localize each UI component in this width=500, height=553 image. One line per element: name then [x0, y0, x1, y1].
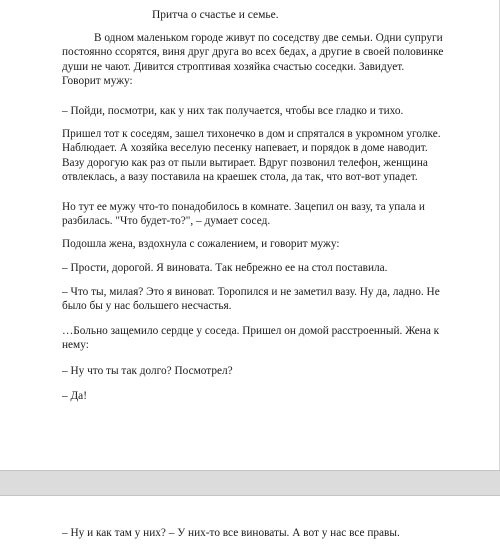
text-line: разбилась. "Что будет-то?", – думает сосед. [62, 215, 271, 228]
paragraph-7 [62, 285, 472, 314]
text-line: постоянно ссорятся, виня друг друга во всех бедах, а другие в своей половинке [62, 46, 444, 59]
paragraph-6 [62, 261, 472, 275]
document-page-2 [0, 496, 500, 553]
text-line: нему: [62, 339, 89, 352]
text-line: …Больно защемило сердце у соседа. Пришел он домой расстроенный. Жена к [62, 325, 440, 337]
text-line: Пришел тот к соседям, зашел тихонечко в дом и спрятался в укромном уголке. [62, 128, 441, 140]
document-title: Притча о счастье и семье. [152, 9, 279, 21]
paragraph-4 [62, 200, 472, 229]
text-line: души не чают. Дивится строптивая хозяйка счастью соседки. Завидует. [62, 60, 405, 73]
text-line: В одном маленьком городе живут по соседству две семьи. Одни супруги [94, 32, 443, 44]
text-line: было бы у нас большего несчастья. [62, 300, 232, 313]
text-line: Наблюдает. А хозяйка веселую песенку напевает, и порядок в доме наводит. [62, 142, 428, 155]
text-line: отвлеклась, а вазу поставила на краешек стола, да так, что вот-вот упадет. [62, 171, 418, 184]
page-separator [0, 470, 500, 496]
text-line: – Ну и как там у них? – У них-то все виноваты. А вот у нас все правы. [62, 527, 400, 539]
paragraph-11 [62, 526, 472, 540]
paragraph-5 [62, 237, 472, 251]
text-line: – Пойди, посмотри, как у них так получается, чтобы все гладко и тихо. [62, 105, 404, 117]
text-line: – Ну что ты так долго? Посмотрел? [62, 365, 233, 377]
text-line: Но тут ее мужу что-то понадобилось в комнате. Зацепил он вазу, та упала и [62, 201, 425, 213]
paragraph-1 [62, 31, 472, 89]
text-line: Вазу дорогую как раз от пыли вытирает. Вдруг позвонил телефон, женщина [62, 156, 428, 169]
paragraph-2 [62, 104, 472, 118]
paragraph-9 [62, 364, 472, 378]
paragraph-3 [62, 127, 472, 185]
text-line: – Что ты, милая? Это я виноват. Торопился и не заметил вазу. Ну да, ладно. Не [62, 286, 440, 298]
paragraph-10 [62, 389, 472, 403]
text-line: Говорит мужу: [62, 75, 133, 88]
text-line: Подошла жена, вздохнула с сожалением, и говорит мужу: [62, 238, 340, 250]
text-line: – Прости, дорогой. Я виновата. Так небрежно ее на стол поставила. [62, 262, 388, 274]
paragraph-8 [62, 324, 472, 353]
text-line: – Да! [62, 390, 87, 402]
